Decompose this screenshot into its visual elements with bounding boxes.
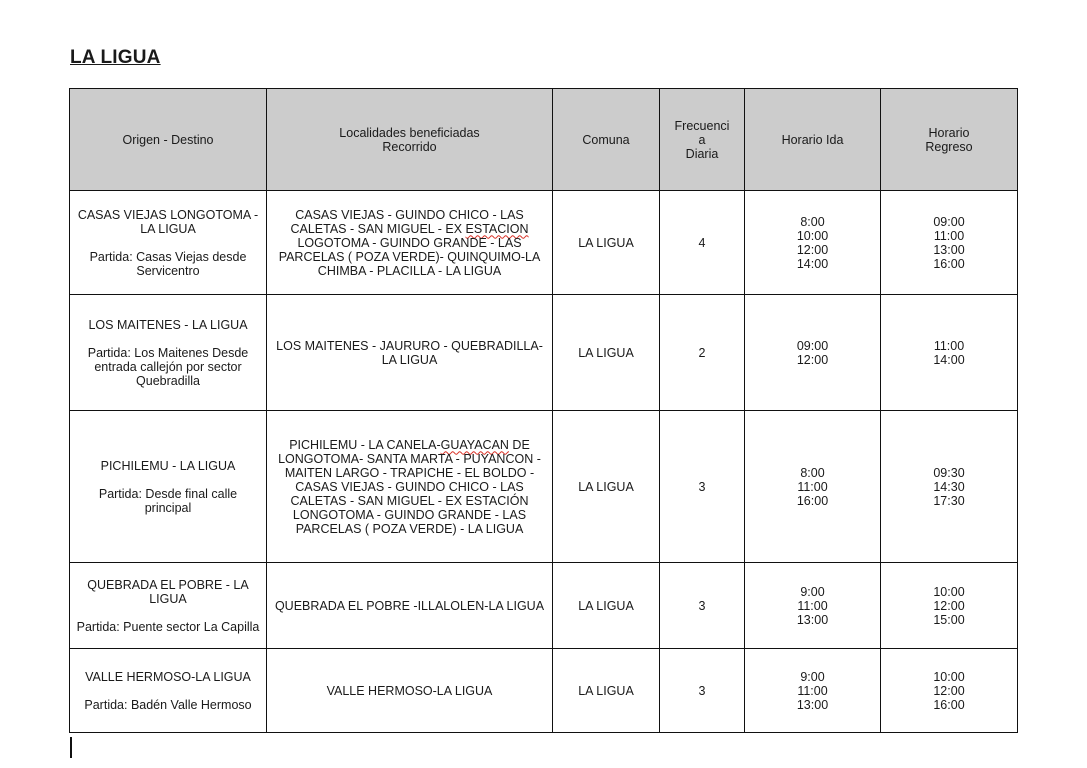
- departure-text: Partida: Badén Valle Hermoso: [84, 697, 252, 712]
- route-cell: QUEBRADA EL POBRE -ILLALOLEN-LA LIGUA: [267, 563, 553, 649]
- frequency-cell: 4: [660, 191, 745, 295]
- commune-cell: LA LIGUA: [553, 191, 660, 295]
- ida-cell: 8:00 11:00 16:00: [745, 411, 881, 563]
- route-cell: VALLE HERMOSO-LA LIGUA: [267, 649, 553, 733]
- regreso-cell: 10:00 12:00 16:00: [881, 649, 1018, 733]
- ida-cell: 9:00 11:00 13:00: [745, 563, 881, 649]
- frequency-cell: 3: [660, 649, 745, 733]
- header-localities: Localidades beneficiadas Recorrido: [267, 89, 553, 191]
- regreso-cell: 09:30 14:30 17:30: [881, 411, 1018, 563]
- regreso-cell: 10:00 12:00 15:00: [881, 563, 1018, 649]
- spellcheck-mark: GUAYACAN: [440, 437, 509, 452]
- departure-text: Partida: Desde final calle principal: [98, 486, 238, 515]
- spellcheck-mark: ESTACION: [465, 221, 529, 236]
- departure-text: Partida: Puente sector La Capilla: [76, 619, 260, 634]
- origin-text: PICHILEMU - LA LIGUA: [100, 458, 236, 473]
- header-regreso: Horario Regreso: [881, 89, 1018, 191]
- commune-cell: LA LIGUA: [553, 411, 660, 563]
- ida-cell: 9:00 11:00 13:00: [745, 649, 881, 733]
- table-row: [70, 295, 1018, 411]
- header-commune: Comuna: [553, 89, 660, 191]
- page-title: LA LIGUA: [70, 47, 161, 68]
- frequency-cell: 3: [660, 563, 745, 649]
- commune-cell: LA LIGUA: [553, 295, 660, 411]
- origin-cell: [70, 563, 267, 649]
- departure-text: Partida: Los Maitenes Desde entrada callejón por sector Quebradilla: [87, 345, 249, 388]
- table-row: [70, 563, 1018, 649]
- route-cell: CASAS VIEJAS - GUINDO CHICO - LAS CALETAS - SAN MIGUEL - EX ESTACION LOGOTOMA - GUINDO GRANDE - LAS PARCELAS ( POZA VERDE)- QUINQUIMO-LA CHIMBA - PLACILLA - LA LIGUA: [267, 191, 553, 295]
- commune-cell: LA LIGUA: [553, 649, 660, 733]
- regreso-cell: 09:00 11:00 13:00 16:00: [881, 191, 1018, 295]
- header-frequency: Frecuenci a Diaria: [660, 89, 745, 191]
- commune-cell: LA LIGUA: [553, 563, 660, 649]
- table-row: [70, 191, 1018, 295]
- route-cell: PICHILEMU - LA CANELA-GUAYACAN DE LONGOTOMA- SANTA MARTA - PUYANCON -MAITEN LARGO - TRAPICHE - EL BOLDO - CASAS VIEJAS - GUINDO CHICO - LAS CALETAS - SAN MIGUEL - EX ESTACIÓN LONGOTOMA - GUINDO GRANDE - LAS PARCELAS ( POZA VERDE) - LA LIGUA: [267, 411, 553, 563]
- header-ida: Horario Ida: [745, 89, 881, 191]
- origin-cell: [70, 191, 267, 295]
- origin-cell: [70, 649, 267, 733]
- departure-text: Partida: Casas Viejas desde Servicentro: [89, 249, 247, 278]
- origin-cell: [70, 295, 267, 411]
- route-cell: LOS MAITENES - JAURURO - QUEBRADILLA- LA LIGUA: [267, 295, 553, 411]
- schedule-table: [69, 88, 1018, 733]
- ida-cell: 8:00 10:00 12:00 14:00: [745, 191, 881, 295]
- table-header-row: [70, 89, 1018, 191]
- text-cursor: [70, 737, 72, 758]
- regreso-cell: 11:00 14:00: [881, 295, 1018, 411]
- frequency-cell: 2: [660, 295, 745, 411]
- frequency-cell: 3: [660, 411, 745, 563]
- origin-text: VALLE HERMOSO-LA LIGUA: [85, 669, 251, 684]
- table-row: [70, 649, 1018, 733]
- ida-cell: 09:00 12:00: [745, 295, 881, 411]
- header-origin: Origen - Destino: [70, 89, 267, 191]
- table-row: [70, 411, 1018, 563]
- origin-text: LOS MAITENES - LA LIGUA: [88, 317, 248, 332]
- origin-text: QUEBRADA EL POBRE - LA LIGUA: [87, 577, 249, 606]
- origin-cell: [70, 411, 267, 563]
- origin-text: CASAS VIEJAS LONGOTOMA - LA LIGUA: [77, 207, 259, 236]
